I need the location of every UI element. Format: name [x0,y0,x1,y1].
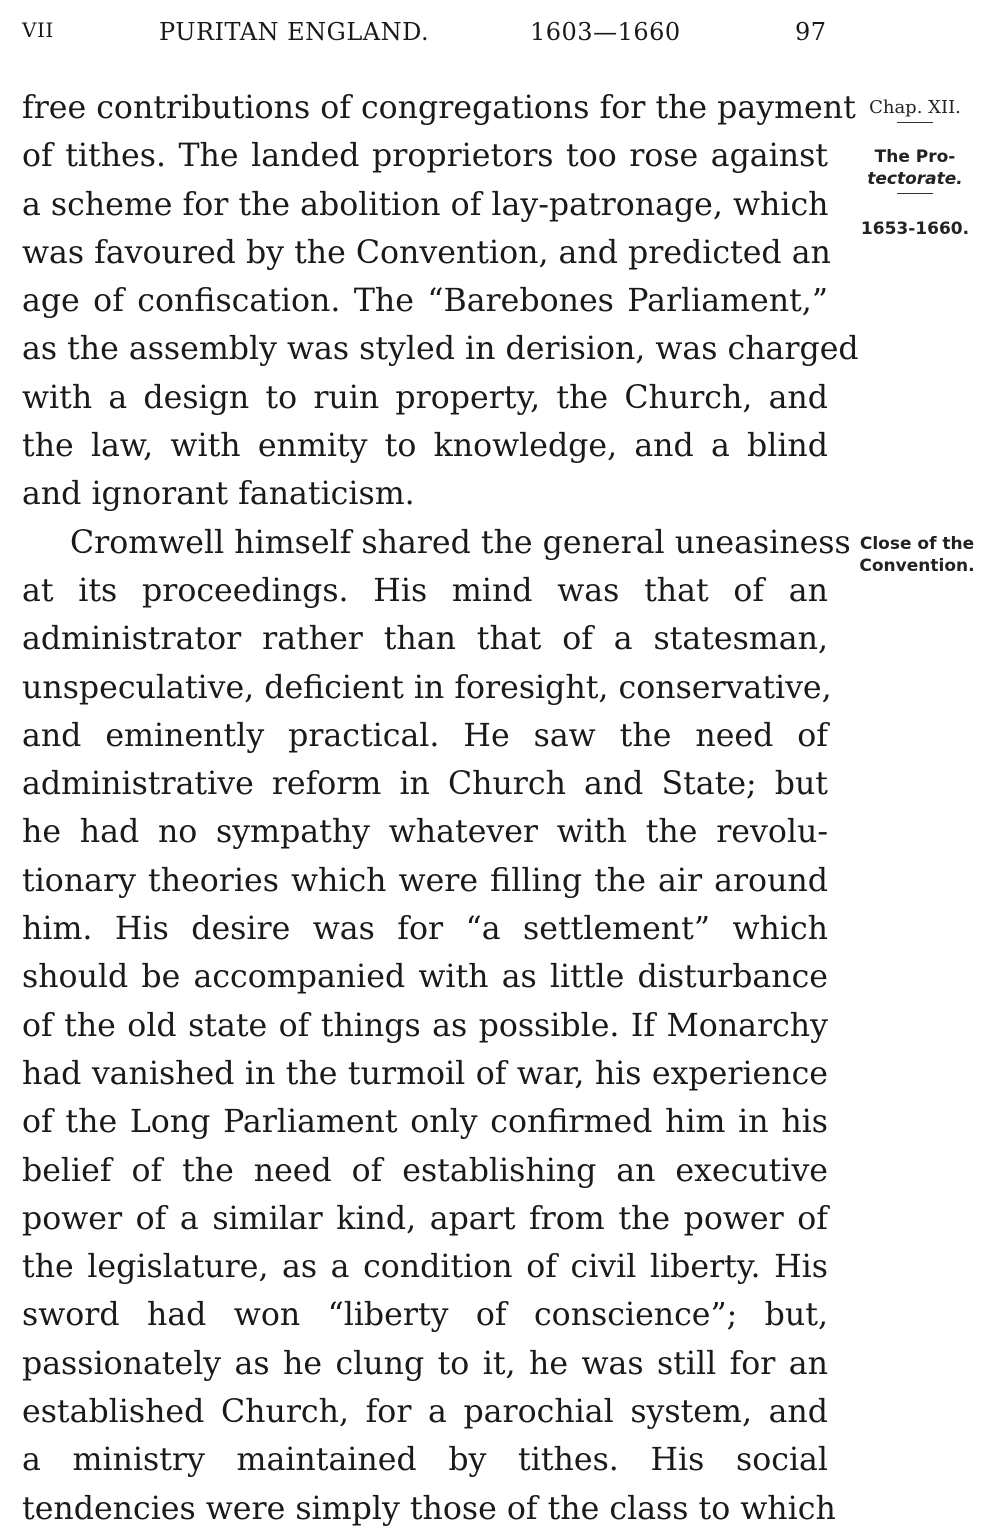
margin-note-years: 1653-1660. [860,219,970,239]
text-line: administrative reform in Church and State; but [22,766,828,803]
text-line: passionately as he clung to it, he was still for an [22,1345,828,1382]
text-line: with a design to ruin property, the Church, and [22,379,828,416]
text-line: administrator rather than that of a statesman, [22,621,828,658]
margin-chapter-label: Chap. XII. [869,97,961,118]
text-line: the law, with enmity to knowledge, and a blind [22,428,828,465]
text-line: belief of the need of establishing an executive [22,1152,828,1189]
text-line: was favoured by the Convention, and predicted an [22,234,831,271]
page-number: 97 [795,18,827,46]
text-line: of the old state of things as possible. If Monarchy [22,1007,828,1044]
text-line: a scheme for the abolition of lay-patronage, which [22,186,829,223]
text-line: a ministry maintained by tithes. His social [22,1442,828,1479]
margin-protectorate-line1: The Pro- [874,147,956,167]
running-head [22,18,827,54]
body-text [22,84,859,1533]
text-line: established Church, for a parochial system, and [22,1394,828,1431]
text-line: free contributions of congregations for the payment [22,90,856,126]
chapter-number: VII [22,18,54,42]
text-line: sword had won “liberty of conscience”; but, [22,1297,828,1334]
text-line: him. His desire was for “a settlement” which [22,911,828,948]
margin-divider [897,193,933,194]
text-line: tendencies were simply those of the class to which [22,1490,836,1527]
text-line: should be accompanied with as little disturbance [22,959,828,996]
paragraph-1 [22,84,859,519]
margin-close-line2: Convention. [859,556,975,576]
text-line: and eminently practical. He saw the need of [22,717,828,754]
text-line: as the assembly was styled in derision, was charged [22,331,859,368]
text-line: and ignorant fanaticism. [22,476,415,513]
text-line: the legislature, as a condition of civil liberty. His [22,1249,828,1286]
text-line: had vanished in the turmoil of war, his experience [22,1055,828,1092]
text-line: he had no sympathy whatever with the revolu- [22,814,828,851]
margin-protectorate-line2: tectorate. [867,169,963,189]
margin-note-chapter [840,97,990,126]
margin-divider [897,122,933,123]
margin-note-protectorate [840,146,990,197]
margin-note-close-of-convention [842,533,992,577]
text-line: unspeculative, deficient in foresight, conservative, [22,669,832,706]
running-dates: 1603—1660 [530,18,681,46]
text-line: Cromwell himself shared the general uneasiness [70,524,851,561]
text-line: of the Long Parliament only confirmed him in his [22,1104,828,1141]
text-line: tionary theories which were filling the air around [22,862,828,899]
running-title: PURITAN ENGLAND. [159,18,430,46]
text-line: age of confiscation. The “Barebones Parliament,” [22,283,828,320]
text-line: of tithes. The landed proprietors too rose against [22,138,828,175]
text-line: at its proceedings. His mind was that of an [22,572,828,609]
paragraph-2 [22,519,851,1533]
text-line: power of a similar kind, apart from the power of [22,1200,828,1237]
margin-close-line1: Close of the [859,534,975,554]
